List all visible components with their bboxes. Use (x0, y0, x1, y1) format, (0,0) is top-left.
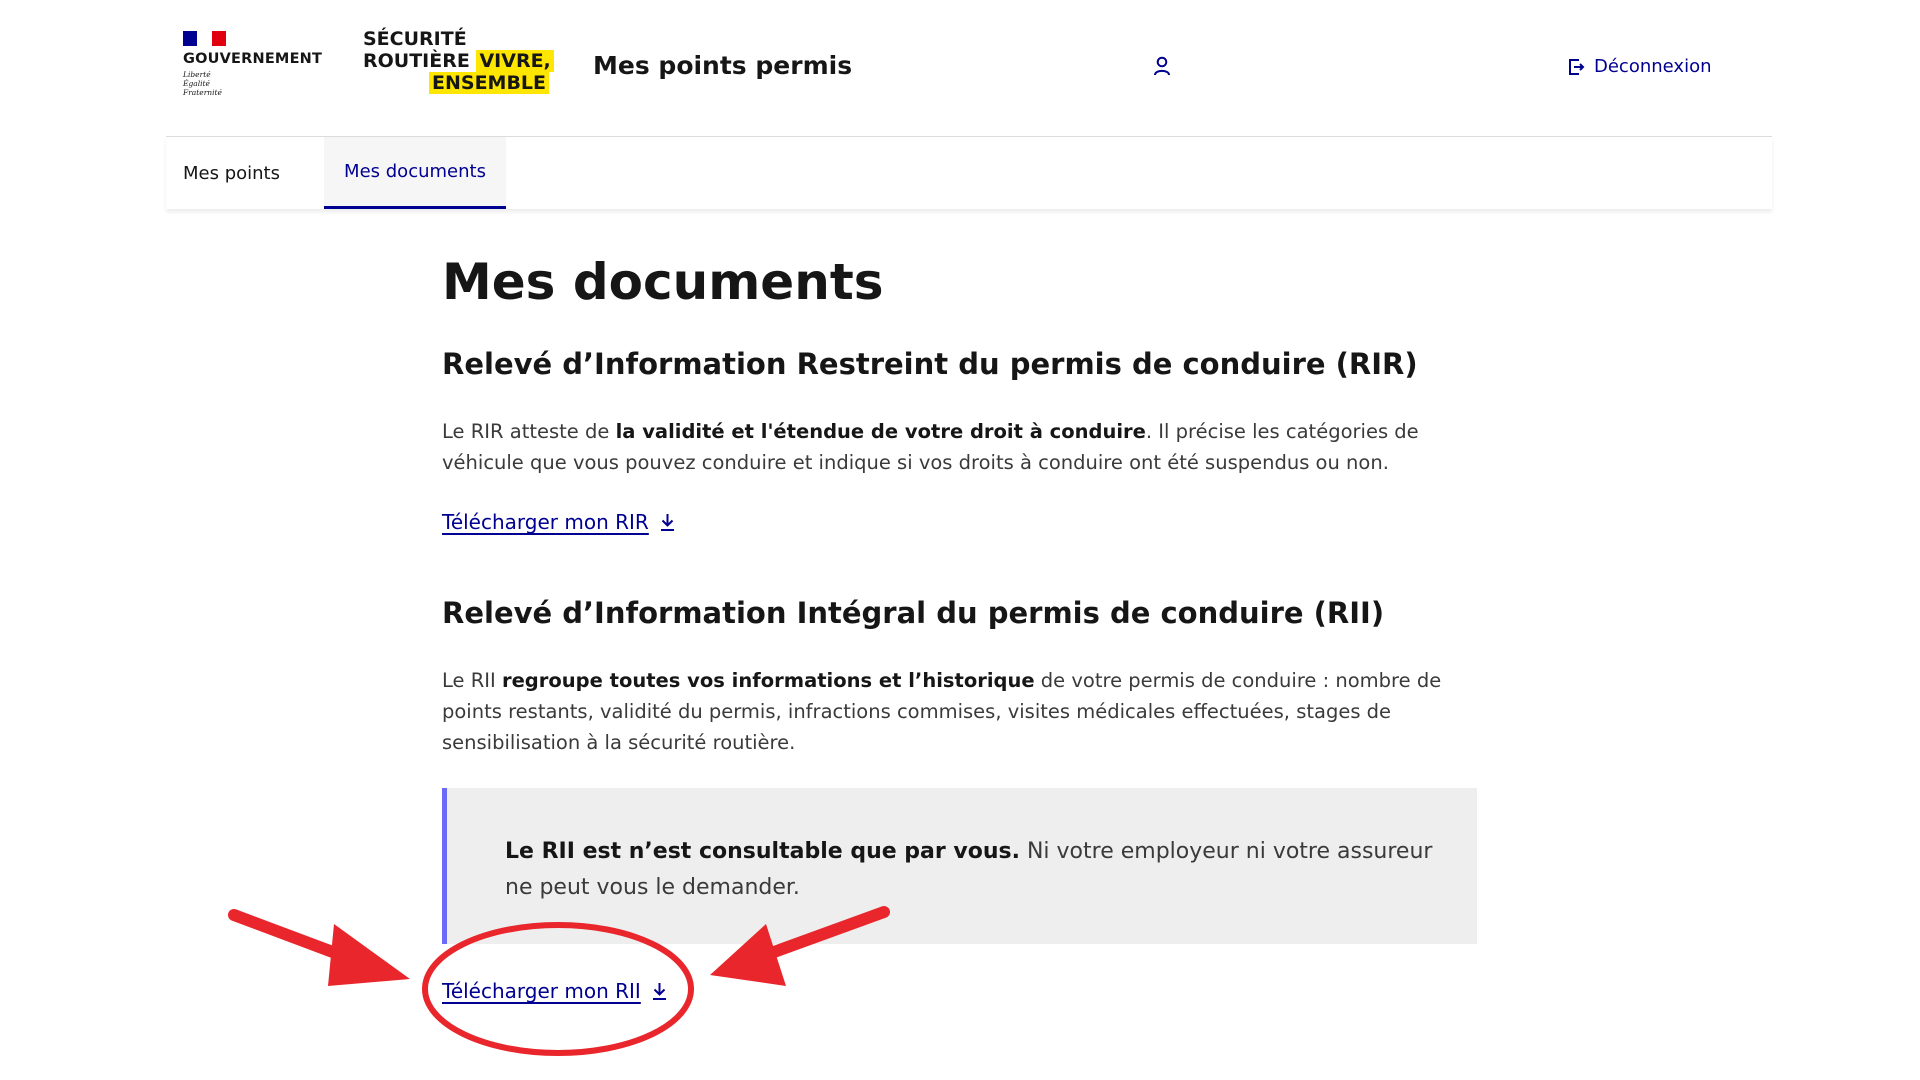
site-header (166, 0, 1772, 137)
download-rir-link[interactable] (442, 510, 676, 534)
sr-logo-line3: ENSEMBLE (363, 72, 563, 94)
logout-label: Déconnexion (1594, 56, 1712, 77)
logout-button[interactable] (1567, 56, 1712, 77)
arrow-left-shaft (234, 915, 370, 966)
rii-description: Le RII regroupe toutes vos informations et l’historique de votre permis de conduire : nombre de points restants, validité du permis, infractions commises, visites médicales effectuées, stages de sensibilisation à la sécurité routière. (442, 669, 1442, 754)
site-title[interactable]: Mes points permis (593, 51, 853, 80)
tab-mes-points[interactable]: Mes points (183, 162, 280, 184)
tab-navigation (166, 137, 1772, 209)
sr-logo-line2: ROUTIÈRE VIVRE, (363, 50, 563, 72)
download-rii-link[interactable] (442, 979, 668, 1003)
download-icon (659, 512, 676, 532)
government-name: GOUVERNEMENT (183, 51, 323, 67)
download-icon (651, 981, 668, 1001)
rir-heading: Relevé d’Information Restreint du permis de conduire (RIR) (442, 347, 1418, 381)
government-logo[interactable] (183, 31, 333, 111)
sr-logo-highlight: VIVRE, (476, 50, 553, 72)
government-motto: Liberté Égalité Fraternité (183, 70, 222, 97)
page-title: Mes documents (442, 253, 884, 311)
rir-description: Le RIR atteste de la validité et l'étendue de votre droit à conduire. Il précise les catégories de véhicule que vous pouvez conduire et indique si vos droits à conduire ont été suspendus ou non. (442, 420, 1419, 474)
sr-logo-line1: SÉCURITÉ (363, 28, 467, 50)
logout-icon (1567, 57, 1585, 77)
user-icon[interactable] (1153, 56, 1171, 76)
rii-callout: Le RII est n’est consultable que par vous. Ni votre employeur ni votre assureur ne peut vous le demander. (442, 788, 1477, 944)
arrow-left-head (328, 924, 410, 986)
securite-routiere-logo[interactable] (363, 28, 563, 94)
french-flag-icon (183, 31, 226, 46)
tab-mes-documents[interactable]: Mes documents (324, 137, 506, 209)
download-rir-label: Télécharger mon RIR (442, 510, 649, 534)
download-rii-label: Télécharger mon RII (442, 979, 641, 1003)
rii-heading: Relevé d’Information Intégral du permis de conduire (RII) (442, 596, 1385, 630)
